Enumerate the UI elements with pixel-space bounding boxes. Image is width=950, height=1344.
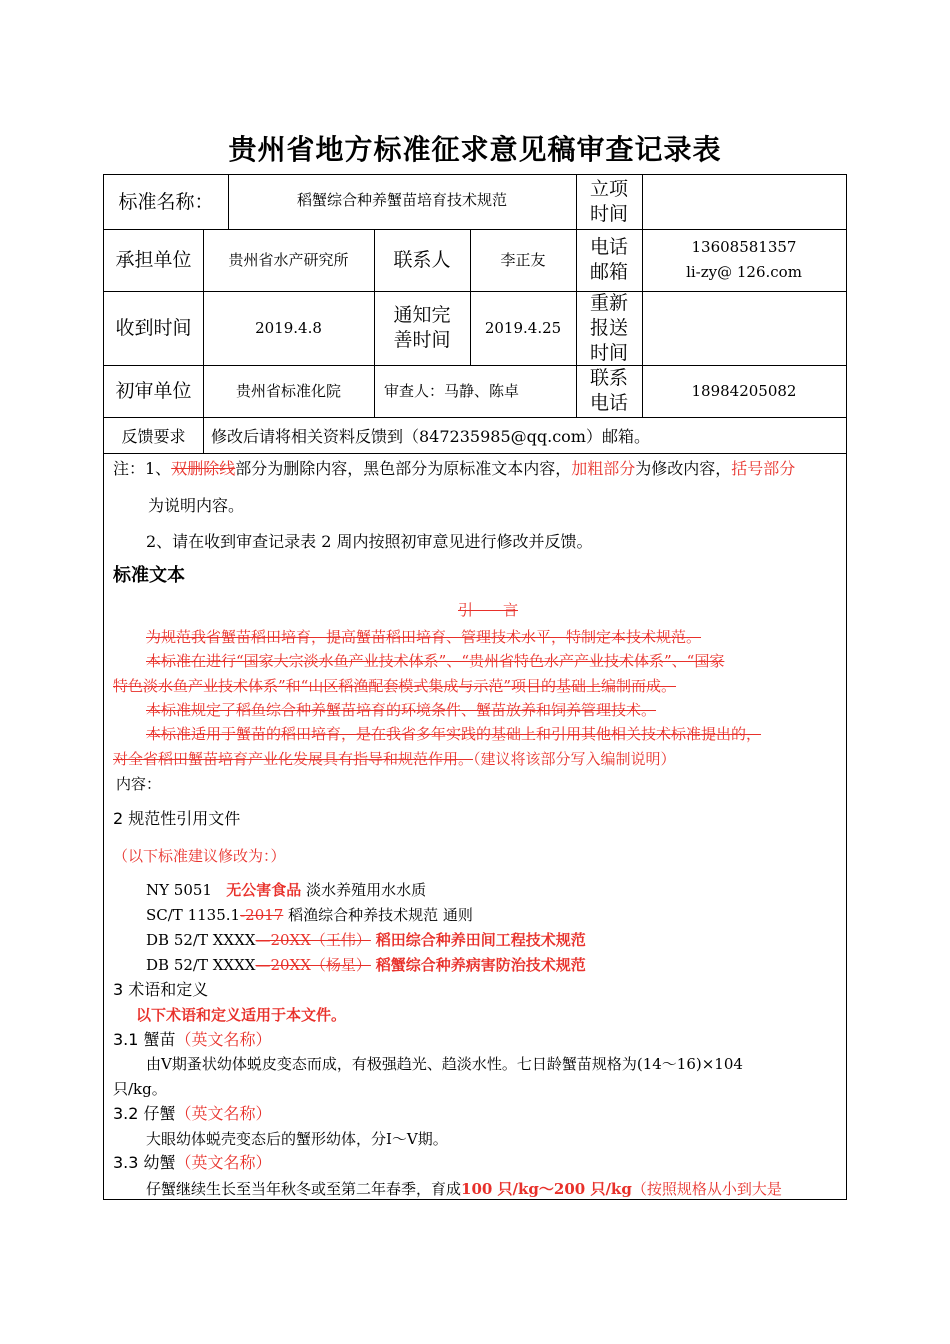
section-2-heading: 2 规范性引用文件 <box>113 809 241 828</box>
reference-4: DB 52/T XXXX—20XX（杨星） 稻蟹综合种养病害防治技术规范 <box>146 956 586 974</box>
reference-2: SC/T 1135.1-2017 稻渔综合种养技术规范 通则 <box>146 906 473 924</box>
intro-para-2: 本标准在进行“国家大宗淡水鱼产业技术体系”、“贵州省特色水产产业技术体系”、“国家 <box>146 652 725 670</box>
page-title: 贵州省地方标准征求意见稿审查记录表 <box>228 133 722 166</box>
received-value: 2019.4.8 <box>255 318 322 337</box>
intro-para-1: 为规范我省蟹苗稻田培育，提高蟹苗稻田培育、管理技术水平，特制定本技术规范。 <box>146 628 702 646</box>
reference-3: DB 52/T XXXX—20XX（王伟） 稻田综合种养田间工程技术规范 <box>146 931 586 949</box>
contact-value: 李正友 <box>500 250 546 269</box>
phone-email-label: 电话 邮箱 <box>589 236 628 283</box>
note-2: 2、请在收到审查记录表 2 周内按照初审意见进行修改并反馈。 <box>146 532 593 551</box>
term-3-1-text-cont: 只/kg。 <box>113 1080 167 1098</box>
feedback-label: 反馈要求 <box>121 426 186 446</box>
term-3-2: 3.2 仔蟹（英文名称） <box>113 1104 272 1123</box>
section-3-definition: 以下术语和定义适用于本文件。 <box>136 1006 347 1024</box>
reference-1: NY 5051 无公害食品 淡水养殖用水水质 <box>146 881 427 899</box>
notice-value: 2019.4.25 <box>484 318 562 337</box>
feedback-value: 修改后请将相关资料反馈到（847235985@qq.com）邮箱。 <box>211 426 650 446</box>
contact-label: 联系人 <box>393 248 451 271</box>
review-unit-value: 贵州省标准化院 <box>235 381 341 400</box>
review-unit-label: 初审单位 <box>115 379 192 402</box>
received-label: 收到时间 <box>115 316 192 339</box>
intro-para-2-cont: 特色淡水鱼产业技术体系”和“山区稻渔配套模式集成与示范”项目的基础上编制而成。 <box>113 677 677 695</box>
email-value: li-zy@ 126.com <box>686 263 802 281</box>
standard-name-label: 标准名称： <box>118 190 214 213</box>
intro-para-4: 本标准适用于蟹苗的稻田培育，是在我省多年实践的基础上和引用其他相关技术标准提出的， <box>146 725 762 743</box>
standard-name-value: 稻蟹综合种养蟹苗培育技术规范 <box>296 190 507 209</box>
section-3-heading: 3 术语和定义 <box>113 980 209 999</box>
project-time-label: 立项 时间 <box>589 178 628 225</box>
term-3-3: 3.3 幼蟹（英文名称） <box>113 1153 272 1172</box>
note-1-cont: 为说明内容。 <box>148 496 245 515</box>
intro-para-4-cont: 对全省稻田蟹苗培育产业化发展具有指导和规范作用。（建议将该部分写入编制说明） <box>113 750 676 768</box>
note-1: 注：1、双删除线部分为删除内容，黑色部分为原标准文本内容，加粗部分为修改内容，括号部分 <box>113 459 796 478</box>
unit-label: 承担单位 <box>115 248 192 271</box>
resubmit-label: 重新 报送 时间 <box>589 291 628 364</box>
term-3-1: 3.1 蟹苗（英文名称） <box>113 1030 272 1049</box>
intro-para-3: 本标准规定了稻鱼综合种养蟹苗培育的环境条件、蟹苗放养和饲养管理技术。 <box>146 701 657 719</box>
resubmit-value <box>642 291 846 365</box>
term-3-2-text: 大眼幼体蜕壳变态后的蟹形幼体，分Ⅰ～Ⅴ期。 <box>146 1130 448 1148</box>
phone-value: 13608581357 <box>691 238 797 256</box>
term-3-3-text: 仔蟹继续生长至当年秋冬或至第二年春季，育成100 只/kg～200 只/kg（按照规格从小到大是 <box>146 1180 782 1198</box>
intro-title: 引 言 <box>458 601 519 619</box>
reviewer: 审查人：马静、陈卓 <box>384 381 520 400</box>
row-divider <box>104 453 846 454</box>
section-heading: 标准文本 <box>113 565 185 586</box>
unit-value: 贵州省水产研究所 <box>228 250 349 269</box>
content-label: 内容： <box>116 775 162 793</box>
term-3-1-text: 由Ⅴ期蚤状幼体蜕皮变态而成，有极强趋光、趋淡水性。七日龄蟹苗规格为(14～16)×104 <box>146 1055 743 1073</box>
contact-phone-value: 18984205082 <box>691 381 797 400</box>
notice-label: 通知完 善时间 <box>393 304 451 351</box>
section-2-note: （以下标准建议修改为：） <box>113 847 286 865</box>
contact-phone-label: 联系 电话 <box>589 367 628 414</box>
project-time-value <box>642 175 846 229</box>
